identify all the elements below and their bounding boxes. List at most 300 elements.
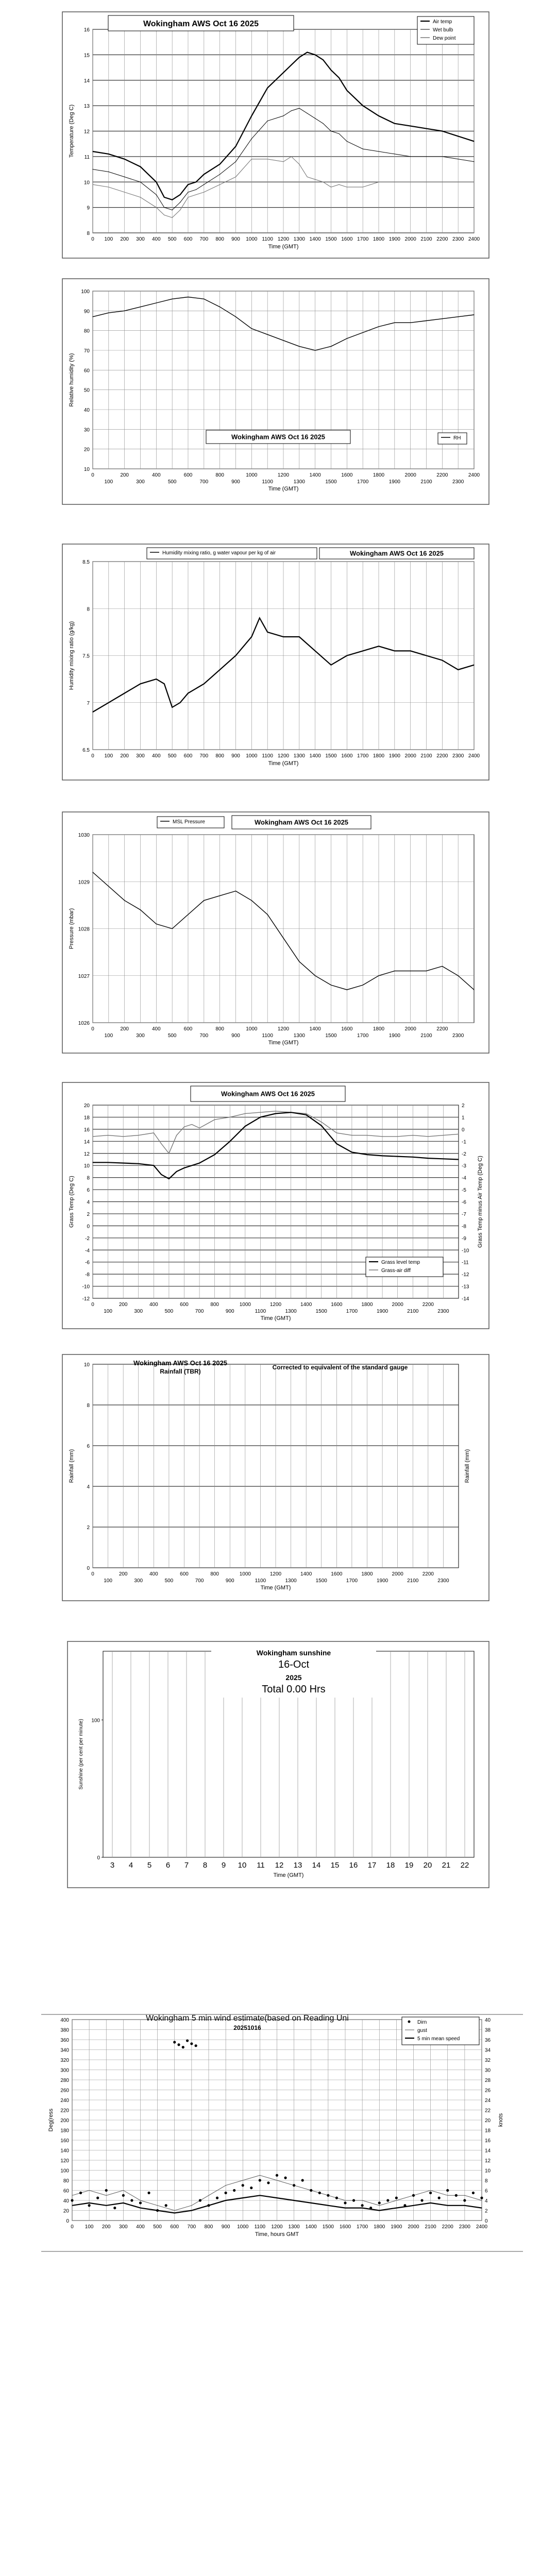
x-axis-label: Time (GMT): [268, 1040, 299, 1046]
y-tick-label: 90: [83, 309, 90, 315]
x-tick-label: 400: [151, 236, 161, 242]
x-tick-label: 800: [215, 1026, 225, 1032]
x-tick-label: 1800: [374, 2224, 385, 2230]
data-point: [92, 1136, 93, 1137]
mixing-ratio-chart-panel: [62, 544, 489, 781]
data-point: [267, 2181, 269, 2184]
data-point: [344, 2201, 346, 2204]
data-point: [429, 2192, 432, 2194]
x-tick-label: 0: [91, 1302, 94, 1308]
x-tick-label: 200: [119, 1302, 128, 1308]
x-tick-label: 2100: [407, 1309, 419, 1314]
x-tick-label: 15: [330, 1861, 340, 1870]
data-point: [378, 115, 379, 116]
y-tick-label-right: 2: [462, 1103, 465, 1109]
x-tick-label: 2400: [468, 753, 480, 759]
y-axis-label: Humidity mixing ratio (g/kg): [69, 621, 75, 690]
x-tick-label: 100: [104, 236, 113, 242]
x-tick-label: 1500: [325, 236, 337, 242]
x-tick-label: 2200: [436, 1026, 448, 1032]
y-tick-label: 18: [83, 1115, 90, 1121]
data-point: [443, 1135, 444, 1136]
data-point: [186, 2039, 189, 2042]
data-point: [172, 928, 173, 929]
data-point: [174, 2210, 175, 2211]
y-tick-label-right: -14: [462, 1296, 469, 1302]
data-point: [379, 2205, 380, 2206]
x-tick-label: 2000: [404, 1026, 416, 1032]
data-point: [251, 328, 252, 329]
y-tick-label-right: 4: [485, 2198, 488, 2204]
x-tick-label: 700: [195, 1578, 204, 1584]
data-point: [122, 2194, 125, 2197]
x-tick-label: 400: [149, 1302, 158, 1308]
legend-label: Dirn: [417, 2020, 427, 2025]
data-point: [96, 2197, 99, 2199]
x-tick-label: 2200: [422, 1571, 434, 1577]
wind-chart-panel: [41, 2009, 523, 2257]
x-tick-label: 500: [164, 1578, 174, 1584]
x-tick-label: 300: [136, 236, 145, 242]
x-tick-label: 400: [151, 1026, 161, 1032]
chart-title: Wokingham sunshine: [256, 1649, 331, 1657]
x-tick-label: 900: [231, 236, 240, 242]
x-tick-label: 2100: [420, 753, 432, 759]
rainfall-chart-panel: [62, 1354, 489, 1601]
y-tick-label: 16: [83, 27, 90, 33]
data-point: [176, 1135, 177, 1136]
y-axis-label: Deg(ress: [48, 2108, 54, 2132]
x-tick-label: 1900: [388, 1033, 400, 1039]
data-point: [267, 334, 268, 335]
data-point: [138, 1163, 139, 1164]
data-point: [412, 2194, 415, 2197]
x-tick-label: 100: [104, 753, 113, 759]
y-tick-label: 1028: [78, 926, 90, 933]
y-tick-label: 6: [87, 1188, 90, 1194]
y-tick-label-right: 28: [485, 2078, 491, 2083]
x-tick-label: 1600: [341, 236, 353, 242]
y-tick-label: 1027: [78, 973, 90, 979]
x-tick-label: 2200: [442, 2224, 453, 2230]
data-point: [455, 2194, 458, 2197]
x-tick-label: 2300: [452, 236, 464, 242]
legend-label: Grass level temp: [381, 1260, 420, 1265]
y-tick-label: 320: [60, 2058, 69, 2063]
y-axis-label-right: Grass Temp minus Air Temp (Deg C): [477, 1156, 483, 1248]
x-tick-label: 1700: [357, 479, 369, 485]
x-tick-label: 1700: [346, 1578, 358, 1584]
data-point: [176, 1171, 177, 1172]
grass-temp-chart: [62, 1082, 489, 1329]
x-tick-label: 700: [199, 1033, 209, 1039]
data-point: [92, 169, 93, 170]
chart-date: 16-Oct: [278, 1659, 310, 1670]
y-tick-label: 70: [83, 348, 90, 354]
data-point: [235, 161, 236, 162]
data-point: [92, 184, 93, 185]
x-tick-label: 1000: [246, 472, 258, 478]
temperature-chart-panel: [62, 11, 489, 259]
chart-title: Wokingham AWS Oct 16 2025: [231, 433, 326, 441]
data-point: [472, 2192, 475, 2194]
y-tick-label: 4: [87, 1199, 90, 1206]
y-tick-label-right: 40: [485, 2018, 491, 2023]
x-axis-label: Time (GMT): [268, 486, 299, 492]
x-tick-label: 1500: [322, 2224, 334, 2230]
x-tick-label: 2200: [436, 753, 448, 759]
data-point: [156, 679, 157, 680]
y-tick-label-right: 26: [485, 2088, 491, 2094]
data-point: [251, 900, 252, 901]
data-point: [318, 2192, 321, 2194]
data-point: [291, 110, 292, 111]
x-tick-label: 1300: [293, 1033, 305, 1039]
data-point: [123, 1136, 124, 1137]
y-tick-label-right: -7: [462, 1211, 466, 1217]
legend: [147, 548, 317, 559]
data-point: [480, 2197, 483, 2199]
data-point: [161, 1143, 162, 1144]
x-tick-label: 1100: [255, 1578, 266, 1584]
x-tick-label: 600: [183, 472, 193, 478]
chart-subtitle: Rainfall (TBR): [160, 1368, 201, 1375]
data-point: [463, 2199, 466, 2201]
x-tick-label: 11: [257, 1861, 265, 1870]
data-point: [140, 909, 141, 910]
y-tick-label: -12: [82, 1296, 90, 1302]
y-tick-label-right: -10: [462, 1248, 469, 1254]
x-tick-label: 600: [180, 1571, 189, 1577]
x-tick-label: 2100: [407, 1578, 419, 1584]
data-point: [336, 1143, 337, 1144]
x-tick-label: 500: [164, 1309, 174, 1314]
plot-grid: [93, 835, 474, 1023]
legend-label: Humidity mixing ratio, g water vapour per kg of air: [162, 550, 276, 556]
x-tick-label: 700: [187, 2224, 196, 2230]
x-tick-label: 1600: [331, 1571, 343, 1577]
x-tick-label: 200: [120, 472, 129, 478]
data-point: [106, 2195, 107, 2196]
x-tick-label: 0: [91, 472, 94, 478]
data-point: [458, 316, 459, 317]
chart-subtitle: 20251016: [233, 2024, 261, 2031]
y-tick-label-right: 2: [485, 2208, 488, 2214]
data-point: [225, 2192, 227, 2194]
y-tick-label: 9: [87, 205, 90, 211]
y-tick-label: 300: [60, 2067, 69, 2074]
x-tick-label: 1600: [339, 2224, 351, 2230]
y-tick-label: 1030: [78, 833, 90, 838]
x-tick-label: 1300: [285, 1578, 297, 1584]
y-tick-label: -6: [85, 1260, 90, 1266]
data-point: [168, 1178, 169, 1179]
x-tick-label: 1800: [361, 1302, 373, 1308]
y-tick-label-right: 34: [485, 2047, 491, 2054]
x-tick-label: 600: [180, 1302, 189, 1308]
data-point: [123, 2190, 124, 2191]
y-tick-label-right: -9: [462, 1235, 466, 1242]
legend-label: Air temp: [433, 19, 452, 25]
x-tick-label: 1500: [315, 1578, 327, 1584]
x-tick-label: 500: [167, 236, 177, 242]
x-tick-label: 900: [225, 1578, 234, 1584]
data-point: [89, 2190, 90, 2191]
x-tick-label: 0: [91, 236, 94, 242]
x-tick-label: 800: [204, 2224, 213, 2230]
x-tick-label: 1400: [309, 472, 321, 478]
data-point: [251, 115, 252, 116]
x-tick-label: 2300: [452, 1033, 464, 1039]
x-tick-label: 12: [275, 1861, 284, 1870]
data-point: [124, 900, 125, 901]
x-tick-label: 700: [199, 479, 209, 485]
x-tick-label: 200: [119, 1571, 128, 1577]
x-tick-label: 2200: [436, 472, 448, 478]
pressure-chart: [62, 811, 489, 1054]
y-tick-label-right: 10: [485, 2168, 491, 2174]
data-point: [293, 2184, 295, 2187]
x-tick-label: 1300: [293, 753, 305, 759]
x-tick-label: 600: [183, 1026, 193, 1032]
data-point: [147, 2192, 150, 2194]
x-tick-label: 500: [167, 479, 177, 485]
y-tick-label-right: 22: [485, 2108, 491, 2114]
x-tick-label: 2100: [420, 1033, 432, 1039]
y-tick-label: 20: [83, 447, 90, 453]
data-point: [89, 2202, 90, 2203]
data-point: [306, 1113, 307, 1114]
data-point: [156, 207, 157, 208]
x-tick-label: 1600: [341, 753, 353, 759]
x-tick-label: 2100: [420, 479, 432, 485]
data-point: [284, 2177, 286, 2179]
x-tick-label: 1800: [361, 1571, 373, 1577]
y-tick-label: 7.5: [82, 653, 90, 659]
y-tick-label: -10: [82, 1284, 90, 1290]
x-tick-label: 0: [91, 1026, 94, 1032]
x-tick-label: 10: [238, 1861, 247, 1870]
x-tick-label: 2300: [437, 1309, 449, 1314]
x-tick-label: 1400: [309, 753, 321, 759]
data-point: [130, 2199, 133, 2201]
chart-title: Wokingham AWS Oct 16 2025: [254, 818, 349, 826]
y-tick-label-right: 24: [485, 2098, 491, 2104]
plot-grid: [93, 29, 474, 233]
x-tick-label: 400: [151, 472, 161, 478]
x-tick-label: 900: [231, 753, 240, 759]
x-tick-label: 1800: [373, 753, 385, 759]
data-point: [105, 2189, 108, 2192]
x-axis-label: Time (GMT): [273, 1872, 304, 1878]
y-tick-label-right: -13: [462, 1284, 469, 1290]
data-point: [442, 318, 443, 319]
x-axis-label: Time, hours GMT: [255, 2231, 299, 2238]
data-point: [369, 2207, 372, 2209]
y-tick-label-right: -6: [462, 1199, 466, 1206]
y-tick-label: 0: [87, 1566, 90, 1571]
y-tick-label: 15: [83, 53, 90, 59]
data-point: [447, 2195, 448, 2196]
x-axis-label: Time (GMT): [260, 1315, 291, 1321]
data-point: [438, 2197, 441, 2199]
chart-title: Wokingham AWS Oct 16 2025: [221, 1090, 315, 1098]
data-point: [138, 1135, 139, 1136]
x-tick-label: 1700: [357, 236, 369, 242]
x-tick-label: 1300: [293, 236, 305, 242]
data-point: [430, 2202, 431, 2203]
y-tick-label: 40: [63, 2198, 69, 2204]
plot-grid: [93, 1364, 459, 1568]
legend-label: Grass-air diff: [381, 1268, 411, 1274]
x-tick-label: 1100: [254, 2224, 266, 2230]
y-tick-label: 60: [63, 2188, 69, 2194]
x-tick-label: 2000: [392, 1571, 403, 1577]
data-point: [242, 2184, 244, 2187]
y-tick-label: 12: [83, 129, 90, 135]
y-tick-label: 14: [83, 78, 90, 84]
data-point: [458, 136, 459, 137]
x-tick-label: 2100: [420, 236, 432, 242]
y-tick-label: 160: [60, 2138, 69, 2144]
y-tick-label: 240: [60, 2098, 69, 2104]
x-tick-label: 800: [215, 753, 225, 759]
data-point: [235, 655, 236, 656]
humidity-chart: [62, 278, 489, 505]
x-tick-label: 1100: [262, 236, 273, 242]
x-axis-label: Time (GMT): [268, 760, 299, 767]
x-tick-label: 1600: [341, 1026, 353, 1032]
data-point: [426, 655, 427, 656]
x-tick-label: 20: [423, 1861, 432, 1870]
x-tick-label: 1100: [262, 753, 273, 759]
x-tick-label: 13: [293, 1861, 302, 1870]
data-point: [267, 914, 268, 915]
data-point: [430, 2190, 431, 2191]
data-point: [79, 2192, 82, 2194]
chart-total: Total 0.00 Hrs: [262, 1684, 326, 1695]
x-tick-label: 1300: [285, 1309, 297, 1314]
x-tick-label: 2400: [468, 472, 480, 478]
data-point: [351, 1152, 352, 1153]
y-tick-label: 220: [60, 2108, 69, 2114]
x-tick-label: 900: [225, 1309, 234, 1314]
y-tick-label: 400: [60, 2018, 69, 2023]
data-point: [361, 2204, 364, 2207]
x-tick-label: 300: [136, 479, 145, 485]
y-tick-label: 8: [87, 1403, 90, 1409]
y-tick-label: 7: [87, 700, 90, 706]
y-tick-label: 8: [87, 1175, 90, 1181]
legend: [366, 1257, 443, 1277]
data-point: [113, 2207, 116, 2209]
data-point: [420, 2199, 423, 2201]
data-point: [235, 146, 236, 147]
x-tick-label: 5: [147, 1861, 152, 1870]
y-tick-label: 380: [60, 2027, 69, 2033]
sunshine-chart: [67, 1641, 489, 1888]
y-tick-label-right: 8: [485, 2178, 488, 2184]
y-tick-label: 8: [87, 231, 90, 236]
y-tick-label: 10: [83, 1163, 90, 1170]
y-tick-label: 360: [60, 2038, 69, 2043]
x-axis-label: Time (GMT): [260, 1585, 291, 1591]
data-point: [251, 636, 252, 637]
data-point: [378, 646, 379, 647]
x-tick-label: 7: [184, 1861, 189, 1870]
legend-label: 5 min mean speed: [417, 2036, 460, 2042]
data-point: [219, 184, 220, 185]
data-point: [426, 128, 427, 129]
data-point: [173, 2041, 176, 2043]
x-tick-label: 1900: [388, 479, 400, 485]
x-tick-label: 1000: [246, 236, 258, 242]
legend-label: Wet bulb: [433, 27, 453, 33]
y-tick-label: 2: [87, 1525, 90, 1531]
y-tick-label-right: 38: [485, 2027, 491, 2033]
y-tick-label: -2: [85, 1235, 90, 1242]
x-tick-label: 1500: [325, 479, 337, 485]
x-tick-label: 17: [367, 1861, 377, 1870]
data-point: [140, 166, 141, 167]
x-tick-label: 600: [170, 2224, 179, 2230]
x-tick-label: 600: [183, 236, 193, 242]
data-point: [394, 123, 395, 124]
y-tick-label-right: -1: [462, 1139, 466, 1145]
y-tick-label-right: -3: [462, 1163, 466, 1170]
x-tick-label: 700: [195, 1309, 204, 1314]
data-point: [397, 1156, 398, 1157]
data-point: [378, 2201, 381, 2204]
y-tick-label: 260: [60, 2088, 69, 2094]
y-tick-label-right: -8: [462, 1224, 466, 1230]
y-tick-label: -4: [85, 1248, 90, 1254]
mixing-ratio-chart: [62, 544, 489, 781]
x-tick-label: 1900: [391, 2224, 402, 2230]
data-point: [214, 1154, 215, 1155]
y-tick-label-right: -5: [462, 1188, 466, 1194]
x-tick-label: 1000: [246, 753, 258, 759]
data-point: [177, 2043, 180, 2046]
x-tick-label: 1500: [325, 753, 337, 759]
x-tick-label: 16: [349, 1861, 358, 1870]
y-tick-label: 200: [60, 2118, 69, 2124]
y-tick-label: 0: [97, 1855, 100, 1861]
x-tick-label: 100: [104, 1578, 112, 1584]
data-point: [88, 2204, 91, 2207]
y-axis-label: Pressure (mbar): [69, 908, 75, 950]
data-point: [250, 2187, 252, 2189]
x-tick-label: 1100: [262, 479, 273, 485]
y-tick-label-right: 12: [485, 2158, 491, 2164]
y-tick-label-right: 16: [485, 2138, 491, 2144]
data-point: [446, 2189, 449, 2192]
x-tick-label: 1300: [288, 2224, 300, 2230]
y-tick-label: 1026: [78, 1021, 90, 1026]
y-axis-label-right: Rainfall (mm): [464, 1449, 470, 1483]
x-tick-label: 1400: [300, 1302, 312, 1308]
y-tick-label-right: -12: [462, 1272, 469, 1278]
chart-title: Wokingham AWS Oct 16 2025: [143, 19, 259, 28]
x-tick-label: 0: [91, 1571, 94, 1577]
x-tick-label: 1400: [305, 2224, 317, 2230]
y-tick-label: 80: [83, 328, 90, 334]
data-point: [156, 2209, 159, 2212]
x-tick-label: 300: [134, 1309, 143, 1314]
x-tick-label: 800: [210, 1571, 219, 1577]
x-tick-label: 1700: [357, 2224, 368, 2230]
chart-title: Wokingham AWS Oct 16 2025: [349, 549, 444, 557]
